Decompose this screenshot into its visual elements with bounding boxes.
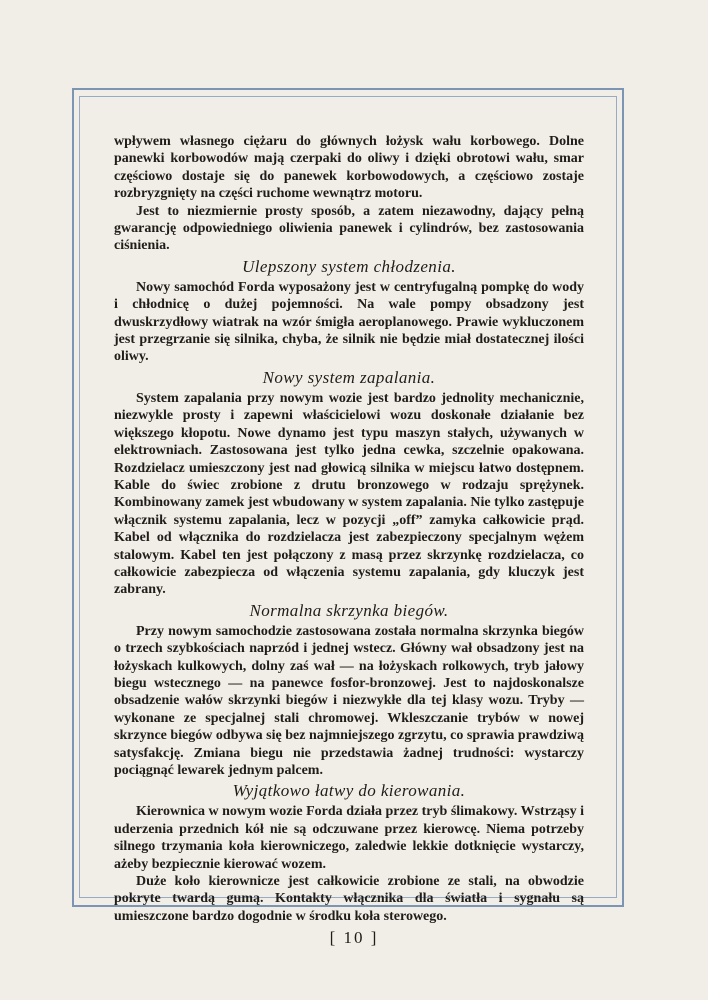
paragraph-steering: Kierownica w nowym wozie Forda działa przez tryb ślimakowy. Wstrząsy i uderzenia przednich kół nie są odczuwane przez kierowcę. Niema potrzeby silnego trzymania koła kierowniczego, zaledwie lekkie dotknięcie wystarczy, ażeby bezpiecznie kierować wozem. [114, 804, 584, 872]
page-content [114, 133, 584, 925]
paragraph-lubrication-end: wpływem własnego ciężaru do głównych łożysk wału korbowego. Dolne panewki korbowodów mają czerpaki do oliwy i dzięki obrotowi wału, smar częściowo dostaje się do panewek korbowodowych, a częściowo zostaje rozbryzgnięty na części ruchome wewnątrz motoru. [114, 134, 584, 202]
heading-ignition-system: Nowy system zapalania. [262, 367, 436, 387]
paragraph-lubrication-summary: Jest to niezmiernie prosty sposób, a zatem niezawodny, dający pełną gwarancję odpowiedniego oliwienia panewek i cylindrów, bez zastosowania ciśnienia. [114, 203, 584, 254]
page-number: [ 10 ] [329, 928, 379, 947]
heading-steering: Wyjątkowo łatwy do kierowania. [232, 781, 466, 801]
heading-gearbox: Normalna skrzynka biegów. [249, 600, 449, 620]
paragraph-cooling-system: Nowy samochód Forda wyposażony jest w centryfugalną pompkę do wody i chłodnicę o dużej pojemności. Na wale pompy obsadzony jest dwuskrzydłowy wiatrak na wzór śmigła aeroplanowego. Prawie wykluczonem jest przegrzanie się silnika, chyba, że silnik nie będzie miał dostatecznej ilości oliwy. [114, 279, 584, 365]
paragraph-steering-wheel: Duże koło kierownicze jest całkowicie zrobione ze stali, na obwodzie pokryte twardą gumą. Kontakty włącznika dla światła i sygnału są umieszczone bardzo dogodnie w środku koła sterowego. [114, 874, 584, 924]
paragraph-gearbox: Przy nowym samochodzie zastosowana została normalna skrzynka biegów o trzech szybkościach naprzód i jednej wstecz. Główny wał obsadzony jest na łożyskach kulkowych, dolny zaś wał — na łożyskach rolkowych, tryb jałowy biegu wstecznego — na panewce fosfor-bronzowej. Jest to najdoskonalsze obsadzenie wałów skrzynki biegów i niezwykłe dla tej klasy wozu. Tryby — wykonane ze specjalnej stali chromowej. Wkleszczanie trybów w nowej skrzynce biegów odbywa się bez najmniejszego zgrzytu, co sprawia prawdziwą satysfakcję. Zmiana biegu nie przedstawia żadnej trudności: wystarczy pociągnąć lewarek jednym palcem. [114, 623, 584, 778]
heading-cooling-system: Ulepszony system chłodzenia. [242, 256, 456, 276]
paragraph-ignition-system: System zapalania przy nowym wozie jest bardzo jednolity mechanicznie, niezwykle prosty i zapewni właścicielowi wozu doskonałe działanie bez większego kłopotu. Nowe dynamo jest typu maszyn stałych, używanych w elektrowniach. Zastosowana jest tylko jedna cewka, szczelnie opakowana. Rozdzielacz umieszczony jest nad głowicą silnika w miejscu łatwo dostępnem. Kable do świec zrobione z drutu bronzowego w rodzaju sprężynek. Kombinowany zamek jest wbudowany w system zapalania. Nie tylko zastępuje włącznik systemu zapalania, lecz w pozycji „off” zamyka całkowicie prąd. Kabel od włącznika do rozdzielacza jest zabezpieczony specjalnym wężem stalowym. Kabel ten jest połączony z masą przez skrzynkę rozdzielacza, co całkowicie zabezpiecza od włączenia systemu zapalania, gdy kluczyk jest zabrany. [114, 390, 584, 598]
